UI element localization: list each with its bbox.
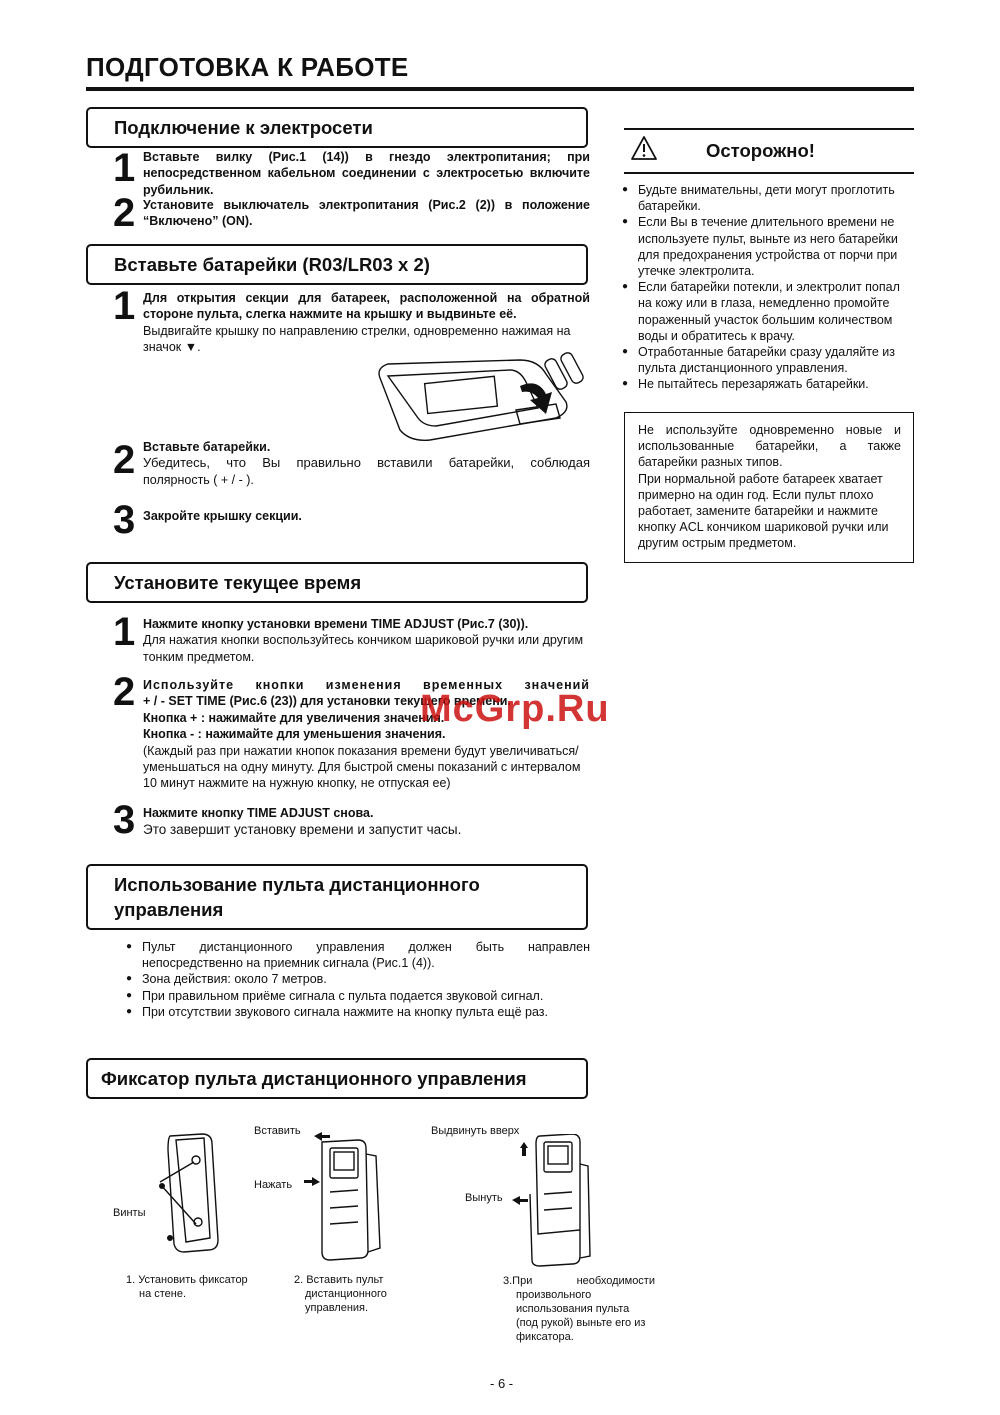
text-line: непосредственном кабельном соединении с электросетью включите [143, 166, 590, 181]
text-line: Установите выключатель электропитания (Рис.2 (2)) в положение [143, 198, 590, 212]
caption-line: произвольного [516, 1289, 592, 1301]
time-step-3 [143, 805, 590, 839]
step-number: 3 [113, 498, 136, 542]
list-item: ● Если батарейки потекли, и электролит попал на кожу или в глаза, немедленно промойте пораженный участок большим количеством воды и обратитесь к врачу. [620, 279, 916, 344]
caption-line: дистанционного [305, 1288, 387, 1300]
heading-line: управления [114, 899, 224, 920]
power-step-1 [143, 149, 590, 198]
text-line: рубильник. [143, 182, 214, 197]
heading-line: Использование пульта дистанционного [114, 874, 480, 895]
section-heading-holder: Фиксатор пульта дистанционного управления [86, 1058, 588, 1099]
text-line: (Каждый раз при нажатии кнопок показания времени будут увеличиваться/ [143, 743, 579, 758]
label-slide-up: Выдвинуть вверх [431, 1125, 520, 1137]
text-line: уменьшаться на одну минуту. Для быстрой смены показаний с интервалом [143, 760, 581, 775]
watermark: McGrp.Ru [420, 688, 610, 730]
caution-list [620, 182, 916, 393]
step-number: 3 [113, 798, 136, 842]
label-insert: Вставить [254, 1125, 301, 1137]
text-line: Нажмите кнопку установки времени TIME ADJUST (Рис.7 (30)). [143, 617, 529, 631]
list-item: ● Зона действия: около 7 метров. [124, 971, 590, 987]
page-title: ПОДГОТОВКА К РАБОТЕ [86, 52, 409, 82]
text-line: значок ▼. [143, 340, 201, 355]
text-line: стороне пульта, слегка нажмите на крышку и выдвиньте её. [143, 307, 517, 322]
power-step-2 [143, 197, 590, 230]
remote-usage-list [124, 939, 590, 1020]
label-push: Нажать [254, 1179, 293, 1191]
text-line: 10 минут нажмите на нужную кнопку, не отпуская ее) [143, 776, 451, 791]
holder-remove-illustration [510, 1134, 600, 1269]
text-line: Выдвигайте крышку по направлению стрелки, одновременно нажимая на [143, 323, 571, 338]
text-line: “Включено” (ON). [143, 214, 253, 229]
time-step-1 [143, 616, 590, 665]
step-number: 2 [113, 191, 136, 235]
holder-caption-2 [294, 1273, 387, 1315]
text-line: Вставьте батарейки. [143, 440, 271, 454]
list-item: ● Будьте внимательны, дети могут проглотить батарейки. [620, 182, 916, 214]
caption-line: управления. [305, 1302, 369, 1314]
caption-line: использования пульта [516, 1303, 630, 1315]
title-divider [86, 87, 914, 91]
caption-line: 3.При необходимости [503, 1275, 655, 1287]
note-paragraph: При нормальной работе батареек хватает примерно на один год. Если пульт плохо работает, замените батарейки и нажмите кнопку ACL кончиком шариковой ручки или другим острым предметом. [638, 471, 889, 551]
text-line: тонким предметом. [143, 649, 255, 664]
step-number: 1 [113, 284, 136, 328]
text-line: Вставьте вилку (Рис.1 (14)) в гнездо электропитания; при [143, 150, 590, 164]
battery-step-2 [143, 439, 590, 488]
text-line: Кнопка + : нажимайте для увеличения значения. [143, 710, 445, 725]
label-remove: Вынуть [465, 1192, 503, 1204]
text-line: Нажмите кнопку TIME ADJUST снова. [143, 806, 374, 820]
label-screws: Винты [113, 1207, 146, 1219]
holder-caption-1 [126, 1273, 248, 1301]
warning-icon [630, 135, 658, 161]
note-paragraph: Не используйте одновременно новые и использованные батарейки, а также батарейки разных типов. [638, 423, 901, 470]
text-line: + / - SET TIME (Рис.6 (23)) для установки текущего времени. [143, 694, 511, 709]
step-number: 1 [113, 610, 136, 654]
section-heading-remote [86, 864, 588, 930]
step-number: 1 [113, 146, 136, 190]
text-line: Это завершит установку времени и запустит часы. [143, 822, 462, 838]
text-line: Для нажатия кнопки воспользуйтесь кончиком шариковой ручки или другим [143, 633, 584, 648]
arrow-right-icon [314, 1132, 330, 1141]
battery-note-box [624, 412, 914, 563]
list-item: ● При отсутствии звукового сигнала нажмите на кнопку пульта ещё раз. [124, 1004, 590, 1020]
text-line: Убедитесь, что Вы правильно вставили батарейки, соблюдая [143, 455, 590, 471]
arrow-up-icon [520, 1142, 528, 1156]
caption-line: на стене. [139, 1288, 187, 1300]
list-item: ● При правильном приёме сигнала с пульта подается звуковой сигнал. [124, 988, 590, 1004]
text-line: Используйте кнопки изменения временных значений [143, 678, 590, 692]
caution-title: Осторожно! [706, 140, 815, 161]
text-line: Для открытия секции для батареек, расположенной на обратной [143, 291, 590, 305]
section-heading-time: Установите текущее время [86, 562, 588, 603]
arrow-right-icon [304, 1177, 320, 1186]
list-item: ● Если Вы в течение длительного времени не используете пульт, выньте из него батарейки для предохранения устройства от порчи при утечке электролита. [620, 214, 916, 279]
text-line: полярность ( + / - ). [143, 472, 254, 487]
step-number: 2 [113, 670, 136, 714]
text-line: Кнопка - : нажимайте для уменьшения значения. [143, 727, 446, 742]
list-item: ● Не пытайтесь перезаряжать батарейки. [620, 376, 916, 392]
holder-caption-3 [503, 1274, 655, 1344]
caution-header [624, 128, 914, 174]
caption-line: фиксатора. [516, 1331, 574, 1343]
arrow-left-icon [512, 1196, 528, 1205]
caption-line: 1. Установить фиксатор [126, 1274, 248, 1286]
section-heading-batteries: Вставьте батарейки (R03/LR03 x 2) [86, 244, 588, 285]
holder-insert-illustration [300, 1132, 390, 1264]
list-item: ● Пульт дистанционного управления должен быть направлен непосредственно на приемник сигнала (Рис.1 (4)). [124, 939, 590, 971]
page-number: - 6 - [490, 1376, 514, 1391]
caption-line: 2. Вставить пульт [294, 1274, 384, 1286]
section-heading-power: Подключение к электросети [86, 107, 588, 148]
step-number: 2 [113, 438, 136, 482]
caption-line: (под рукой) выньте его из [516, 1317, 646, 1329]
list-item: ● Отработанные батарейки сразу удаляйте из пульта дистанционного управления. [620, 344, 916, 376]
battery-step-3: Закройте крышку секции. [143, 509, 302, 523]
holder-wall-illustration [140, 1130, 230, 1260]
arrow-down-icon [520, 383, 552, 414]
